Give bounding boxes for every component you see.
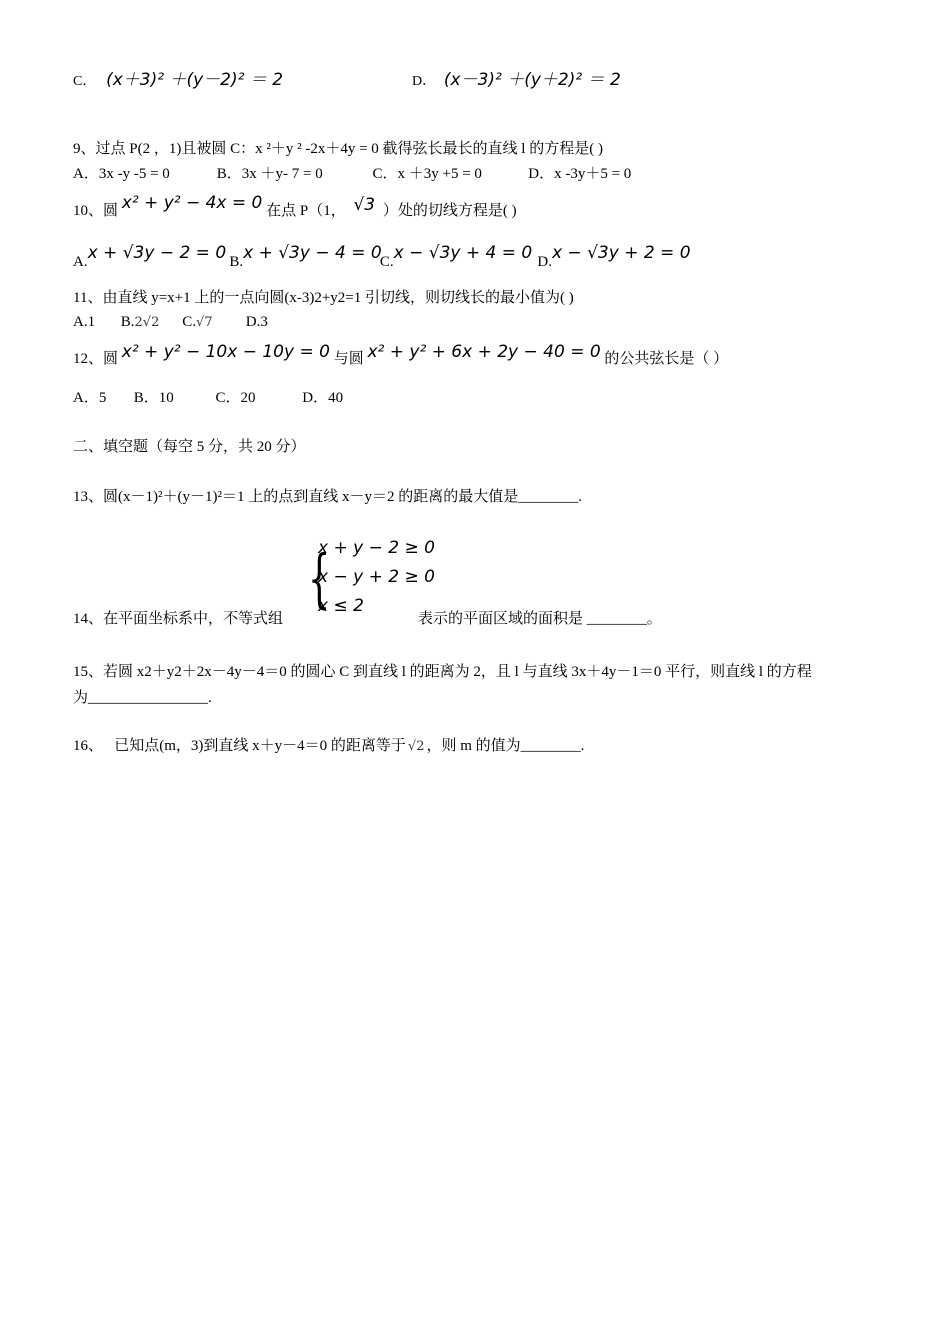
q11-choice-d: D.3 [245, 314, 268, 330]
q11-b-label: B. [120, 314, 135, 330]
q14-row3: x ≤ 2 [318, 596, 364, 616]
q9-choice-b: B．3x ＋y- 7 = 0 [216, 166, 323, 182]
q10-c-label: C. [379, 254, 394, 270]
q11-choice-a: A.1 [73, 314, 96, 330]
q12-circle2: x² + y² + 6x + 2y − 40 = 0 [367, 342, 601, 362]
q14-row1: x + y − 2 ≥ 0 [318, 538, 435, 558]
q13-stem: 13、圆(x－1)²＋(y－1)²＝1 上的点到直线 x－y＝2 的距离的最大值是________. [73, 489, 582, 505]
q12-choice-d: D．40 [302, 390, 344, 406]
q15-line2: 为________________. [73, 690, 212, 706]
q9-choice-a: A．3x -y -5 = 0 [73, 166, 170, 182]
q8-c-label: C． [73, 74, 97, 89]
q10-prefix: 10、圆 [73, 203, 119, 219]
q12-choice-b: B．10 [133, 390, 174, 406]
q10-sqrt3: √3 [353, 195, 376, 215]
q10-d-label: D. [537, 254, 552, 270]
q8-option-d [412, 70, 621, 92]
q8-d-math: (x－3)² ＋(y＋2)² ＝ 2 [443, 70, 621, 90]
q10-b-label: B. [229, 254, 244, 270]
q16-stem [73, 736, 584, 757]
q16-suffix: ，则 m 的值为________. [426, 738, 585, 754]
q12-choice-c: C．20 [215, 390, 256, 406]
q10-d-math: x − √3y + 2 = 0 [551, 243, 691, 263]
q16-sqrt2: √2 [407, 739, 425, 754]
section2-heading: 二、填空题（每空 5 分，共 20 分） [73, 439, 306, 455]
q14-suffix: 表示的平面区域的面积是 ________。 [418, 611, 662, 627]
q12-suffix: 的公共弦长是（ ） [604, 351, 729, 367]
q11-c-math: √7 [196, 315, 213, 330]
q12-prefix: 12、圆 [73, 351, 119, 367]
q10-choices [73, 243, 691, 270]
q11-stem: 11、由直线 y=x+1 上的一点向圆(x-3)2+y2=1 引切线，则切线长的最小值为( ) [73, 290, 574, 306]
q9-choices [73, 164, 631, 184]
q9-choice-c: C．x ＋3y +5 = 0 [372, 166, 482, 182]
q14-inequality-system [308, 538, 435, 620]
q12-mid: 与圆 [333, 351, 364, 367]
q10-a-label: A. [73, 254, 88, 270]
q8-c-math: (x＋3)² ＋(y－2)² ＝ 2 [106, 70, 284, 90]
q9-stem: 9、过点 P(2 ，1)且被圆 C：x ²＋y ² -2x＋4y = 0 截得弦长最长的直线 l 的方程是( ) [73, 141, 603, 157]
q12-circle1: x² + y² − 10x − 10y = 0 [121, 342, 330, 362]
q8-options [73, 70, 283, 92]
q10-a-math: x + √3y − 2 = 0 [87, 243, 227, 263]
q10-suffix: ）处的切线方程是( ) [382, 203, 517, 219]
q8-d-label: D． [412, 74, 437, 89]
q10-c-math: x − √3y + 4 = 0 [393, 243, 533, 263]
q14-prefix: 14、在平面坐标系中，不等式组 [73, 611, 284, 627]
q11-choices [73, 312, 268, 333]
q14-brace: { [308, 542, 331, 616]
q10-b-math: x + √3y − 4 = 0 [243, 243, 382, 263]
q12-stem [73, 342, 729, 367]
q10-stem [73, 193, 517, 219]
q10-circle-equation: x² + y² − 4x = 0 [121, 193, 263, 213]
q11-b-math: 2√2 [134, 315, 160, 330]
q9-choice-d: D．x -3y＋5 = 0 [528, 166, 632, 182]
q12-choice-a: A．5 [73, 390, 107, 406]
q15-line1: 15、若圆 x2＋y2＋2x－4y－4＝0 的圆心 C 到直线 l 的距离为 2，且 l 与直线 3x＋4y－1＝0 平行，则直线 l 的方程 [73, 664, 812, 680]
q10-mid: 在点 P（1， [266, 203, 346, 219]
q14-row2: x − y + 2 ≥ 0 [318, 567, 435, 587]
q16-prefix: 16、 已知点(m，3)到直线 x＋y－4＝0 的距离等于 [73, 738, 406, 754]
q12-choices [73, 388, 343, 408]
q11-c-label: C. [182, 314, 197, 330]
